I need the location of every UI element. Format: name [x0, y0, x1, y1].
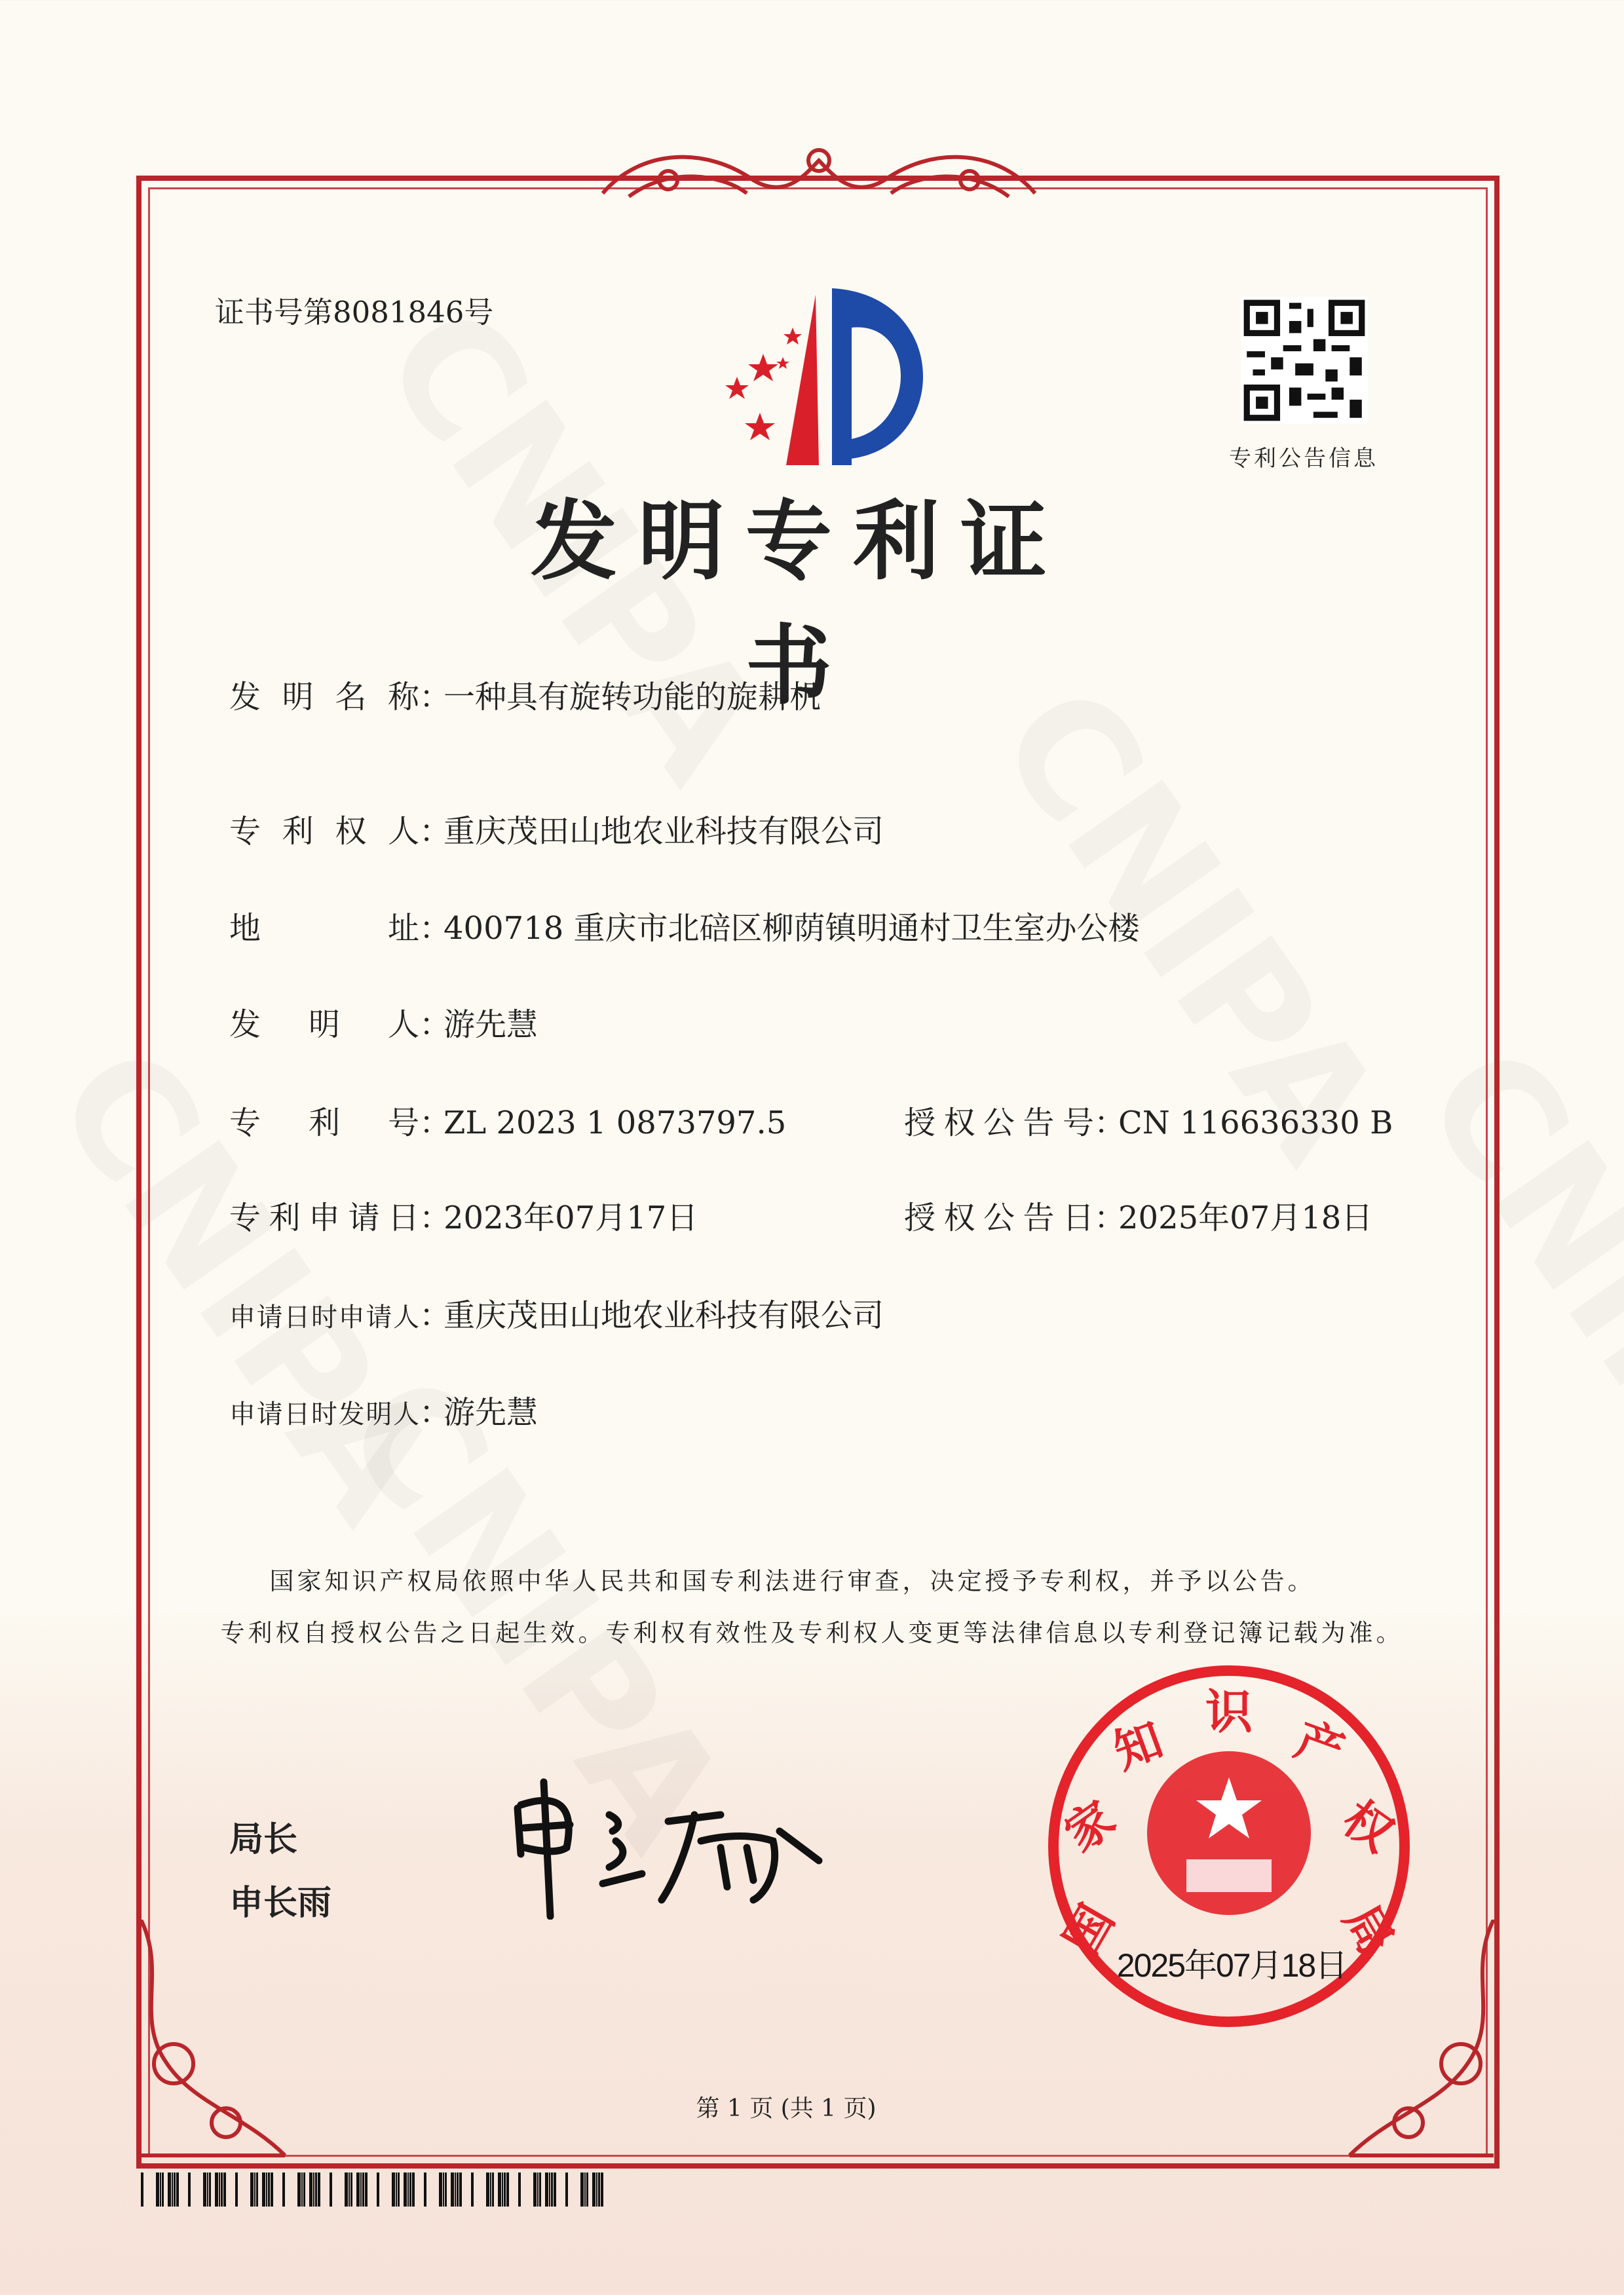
- field-label: 发明名称: [229, 679, 419, 715]
- barcode-bar: [221, 2172, 223, 2207]
- barcode-bar: [392, 2172, 395, 2207]
- barcode-bar: [297, 2172, 301, 2207]
- barcode-bar: [565, 2172, 568, 2207]
- barcode-bar: [407, 2172, 409, 2207]
- field-label: 专利申请日: [229, 1200, 419, 1236]
- colon: ：: [419, 910, 451, 947]
- field-grant-pub-date: [904, 1192, 1372, 1238]
- field-invention-name: [229, 672, 821, 717]
- field-label: 发明人: [229, 1006, 419, 1043]
- barcode-bar: [254, 2172, 255, 2207]
- field-label: 授权公告日: [904, 1200, 1094, 1236]
- barcode-bar: [250, 2172, 254, 2207]
- barcode-bar: [262, 2172, 265, 2207]
- svg-text:知: 知: [1106, 1711, 1170, 1780]
- colon: ：: [419, 1006, 451, 1043]
- barcode-bar: [362, 2172, 364, 2207]
- barcode-bar: [141, 2172, 143, 2207]
- barcode-bar: [256, 2172, 258, 2207]
- barcode-bar: [443, 2172, 444, 2207]
- barcode-bar: [356, 2172, 360, 2207]
- barcode-bar: [360, 2172, 362, 2207]
- barcode-bar: [330, 2172, 332, 2207]
- barcode-bar: [471, 2172, 474, 2207]
- field-label: 地址: [229, 910, 419, 947]
- field-applicant-at-filing: [229, 1290, 884, 1335]
- colon: ：: [419, 1297, 451, 1334]
- director-signature: [504, 1769, 839, 1920]
- colon: ：: [419, 1394, 451, 1431]
- barcode-bar: [506, 2172, 509, 2207]
- barcode-bar: [174, 2172, 176, 2207]
- barcode-bar: [518, 2172, 521, 2207]
- barcode-bar: [404, 2172, 407, 2207]
- barcode-bar: [377, 2172, 379, 2207]
- barcode-bar: [301, 2172, 303, 2207]
- barcode-bar: [592, 2172, 595, 2207]
- barcode-bar: [176, 2172, 179, 2207]
- barcode-bar: [545, 2172, 548, 2207]
- barcode-bar: [455, 2172, 456, 2207]
- field-value: 400718 重庆市北碚区柳荫镇明通村卫生室办公楼: [444, 910, 1140, 947]
- barcode-bar: [492, 2172, 494, 2207]
- barcode-bar: [549, 2172, 550, 2207]
- barcode-bar: [424, 2172, 426, 2207]
- field-inventor-at-filing: [229, 1387, 538, 1432]
- colon: ：: [1094, 1105, 1126, 1141]
- svg-text:局: 局: [1333, 1895, 1405, 1964]
- barcode: [136, 2172, 614, 2207]
- svg-text:国: 国: [1053, 1895, 1125, 1964]
- barcode-bar: [490, 2172, 491, 2207]
- barcode-bar: [160, 2172, 161, 2207]
- ornament-top: [590, 134, 1048, 213]
- barcode-bar: [533, 2172, 537, 2207]
- seal-date: 2025年07月18日: [1116, 1947, 1347, 1984]
- barcode-bar: [539, 2172, 541, 2207]
- field-grant-pub-no: [904, 1097, 1393, 1143]
- barcode-bar: [396, 2172, 397, 2207]
- barcode-bar: [168, 2172, 171, 2207]
- svg-text:家: 家: [1055, 1790, 1125, 1863]
- barcode-bar: [459, 2172, 462, 2207]
- barcode-bar: [268, 2172, 270, 2207]
- field-value: 2023年07月17日: [444, 1200, 698, 1236]
- barcode-bar: [207, 2172, 208, 2207]
- field-value: CN 116636330 B: [1118, 1105, 1393, 1141]
- colon: ：: [419, 813, 451, 850]
- barcode-bar: [315, 2172, 317, 2207]
- qr-caption: 专利公告信息: [1229, 446, 1378, 472]
- field-value: 一种具有旋转功能的旋耕机: [444, 679, 821, 715]
- field-value: 2025年07月18日: [1118, 1200, 1373, 1236]
- barcode-bar: [445, 2172, 447, 2207]
- barcode-bar: [345, 2172, 348, 2207]
- field-patent-no: [229, 1097, 786, 1143]
- barcode-bar: [219, 2172, 220, 2207]
- barcode-bar: [235, 2172, 238, 2207]
- barcode-bar: [554, 2172, 556, 2207]
- page-title: 发明专利证书: [531, 491, 1068, 717]
- barcode-bar: [457, 2172, 459, 2207]
- field-patentee: [229, 806, 884, 851]
- barcode-bar: [266, 2172, 267, 2207]
- barcode-bar: [172, 2172, 173, 2207]
- barcode-bar: [203, 2172, 206, 2207]
- barcode-bar: [215, 2172, 218, 2207]
- svg-text:产: 产: [1288, 1711, 1351, 1780]
- field-label: 申请日时申请人: [229, 1302, 419, 1333]
- barcode-bar: [162, 2172, 164, 2207]
- barcode-bar: [584, 2172, 586, 2207]
- colon: ：: [419, 1105, 451, 1141]
- director-name: 申长雨: [229, 1884, 332, 1923]
- svg-text:权: 权: [1332, 1790, 1403, 1863]
- field-address: [229, 903, 1140, 948]
- barcode-bar: [596, 2172, 597, 2207]
- barcode-bar: [271, 2172, 273, 2207]
- barcode-bar: [303, 2172, 305, 2207]
- field-value: ZL 2023 1 0873797.5: [444, 1105, 787, 1141]
- certificate-number: 证书号第8081846号: [215, 295, 494, 330]
- notice-line-2: 专利权自授权公告之日起生效。专利权有效性及专利权人变更等法律信息以专利登记簿记载为准。: [220, 1619, 1404, 1647]
- barcode-bar: [551, 2172, 553, 2207]
- barcode-bar: [350, 2172, 352, 2207]
- barcode-bar: [318, 2172, 320, 2207]
- barcode-bar: [188, 2172, 191, 2207]
- qr-code-icon[interactable]: [1241, 297, 1368, 424]
- barcode-bar: [439, 2172, 442, 2207]
- barcode-bar: [365, 2172, 368, 2207]
- svg-text:识: 识: [1205, 1684, 1253, 1739]
- barcode-bar: [309, 2172, 312, 2207]
- barcode-bar: [486, 2172, 489, 2207]
- barcode-bar: [209, 2172, 211, 2207]
- barcode-bar: [598, 2172, 600, 2207]
- barcode-bar: [586, 2172, 588, 2207]
- barcode-bar: [398, 2172, 400, 2207]
- field-value: 游先慧: [444, 1006, 538, 1043]
- field-value: 游先慧: [444, 1394, 538, 1431]
- barcode-bar: [349, 2172, 350, 2207]
- barcode-bar: [537, 2172, 538, 2207]
- field-label: 专利权人: [229, 813, 419, 850]
- barcode-bar: [580, 2172, 584, 2207]
- cnipa-logo: [701, 282, 937, 472]
- page-indicator: 第 1 页 (共 1 页): [696, 2095, 877, 2122]
- field-inventor: [229, 999, 538, 1044]
- barcode-bar: [502, 2172, 503, 2207]
- barcode-bar: [451, 2172, 454, 2207]
- barcode-bar: [498, 2172, 501, 2207]
- field-value: 重庆茂田山地农业科技有限公司: [444, 813, 884, 850]
- field-label: 申请日时发明人: [229, 1399, 419, 1430]
- barcode-bar: [412, 2172, 415, 2207]
- field-filing-date: [229, 1192, 698, 1238]
- barcode-bar: [282, 2172, 285, 2207]
- director-title: 局长: [229, 1820, 298, 1859]
- barcode-bar: [313, 2172, 314, 2207]
- colon: ：: [419, 1200, 451, 1236]
- barcode-bar: [156, 2172, 159, 2207]
- colon: ：: [419, 679, 451, 715]
- field-label: 专利号: [229, 1105, 419, 1141]
- field-label: 授权公告号: [904, 1105, 1094, 1141]
- barcode-bar: [409, 2172, 411, 2207]
- barcode-bar: [601, 2172, 603, 2207]
- barcode-bar: [223, 2172, 226, 2207]
- field-value: 重庆茂田山地农业科技有限公司: [444, 1297, 884, 1334]
- notice-line-1: 国家知识产权局依照中华人民共和国专利法进行审查，决定授予专利权，并予以公告。: [269, 1567, 1315, 1595]
- colon: ：: [1094, 1200, 1126, 1236]
- ornament-bottom-left: [128, 1920, 298, 2169]
- barcode-bar: [504, 2172, 506, 2207]
